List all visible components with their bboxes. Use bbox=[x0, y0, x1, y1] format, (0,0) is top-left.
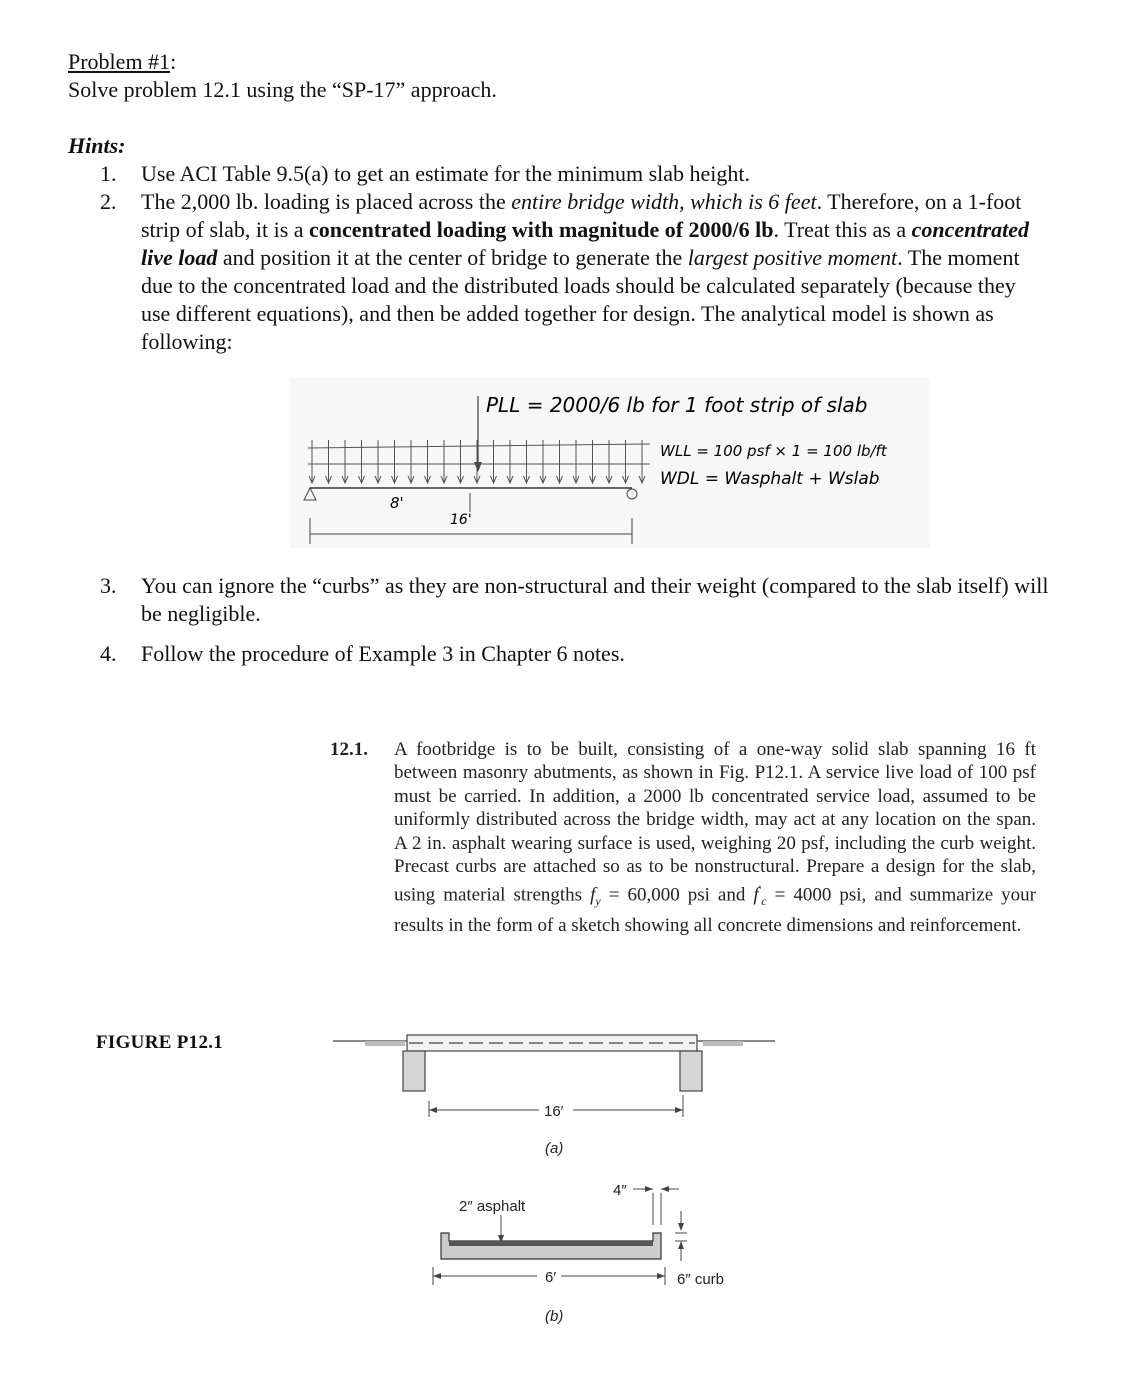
hint-2 bbox=[100, 188, 1050, 356]
figure-p12-1 bbox=[325, 1025, 795, 1335]
half-span-label: 8' bbox=[390, 494, 404, 512]
pll-note: PLL = 2000/6 lb for 1 foot strip of slab bbox=[486, 393, 868, 417]
hint-number: 4. bbox=[100, 641, 117, 666]
problem-number: 12.1. bbox=[330, 739, 368, 760]
span-label: 16' bbox=[450, 512, 472, 528]
hint-text: Use ACI Table 9.5(a) to get an estimate for the minimum slab height. bbox=[141, 161, 751, 186]
problem-label-colon: : bbox=[170, 49, 177, 74]
hint-1 bbox=[100, 160, 1050, 188]
problem-label: Problem #1 bbox=[68, 49, 171, 74]
hints-heading: Hints: bbox=[68, 133, 126, 158]
problem-header bbox=[68, 48, 497, 104]
hint-text: The 2,000 lb. loading is placed across the entire bridge width, which is 6 feet. Therefore, on a 1-foot strip of slab, it is a concentrated loading with magnitude of 2000/6 lb. Treat this as a concentrated live load and position it at the center of bridge to generate the largest positive moment. The moment due to the concentrated load and the distributed loads should be calculated separately (because they use different equations), and then be added together for design. The analytical model is shown as following: bbox=[141, 189, 1029, 354]
left-abutment bbox=[403, 1051, 425, 1091]
hint-number: 1. bbox=[100, 161, 117, 186]
curb-label: 6″ curb bbox=[677, 1271, 724, 1288]
problem-instruction: Solve problem 12.1 using the “SP-17” approach. bbox=[68, 77, 497, 102]
hints-list-continued bbox=[100, 572, 1050, 668]
hint-number: 2. bbox=[100, 189, 117, 214]
caption-a: (a) bbox=[545, 1140, 564, 1157]
width-dimension-label: 6′ bbox=[545, 1269, 557, 1286]
hint-3 bbox=[100, 572, 1050, 628]
hint-4 bbox=[100, 640, 1050, 668]
asphalt-label: 2″ asphalt bbox=[459, 1198, 526, 1215]
wll-note: WLL = 100 psf × 1 = 100 lb/ft bbox=[660, 442, 887, 460]
hint-text: You can ignore the “curbs” as they are non-structural and their weight (compared to the slab itself) will be negligible. bbox=[141, 573, 1049, 626]
analytical-model-sketch bbox=[290, 378, 930, 548]
hint-text: Follow the procedure of Example 3 in Chapter 6 notes. bbox=[141, 641, 625, 666]
hints-list bbox=[100, 160, 1050, 356]
span-dimension-label: 16′ bbox=[544, 1103, 564, 1120]
caption-b: (b) bbox=[545, 1308, 564, 1325]
hint-number: 3. bbox=[100, 573, 117, 598]
problem-body: A footbridge is to be built, consisting of a one-way solid slab spanning 16 ft between masonry abutments, as shown in Fig. P12.1. A service live load of 100 psf must be carried. In addition, a 2000 lb concentrated service load, assumed to be uniformly distributed across the bridge width, may act at any location on the span. A 2 in. asphalt wearing surface is used, weighing 20 psf, including the curb weight. Precast curbs are attached so as to be nonstructural. Prepare a design for the slab, using material strengths $f_y = 60,000$ psi and $f'_c = 4000$ psi, and summarize your results in the form of a sketch showing all concrete dimensions and reinforcement. bbox=[394, 739, 1036, 936]
textbook-problem bbox=[330, 738, 1036, 937]
right-abutment bbox=[680, 1051, 702, 1091]
figure-label: FIGURE P12.1 bbox=[96, 1032, 224, 1053]
wdl-note: WDL = Wasphalt + Wslab bbox=[660, 469, 880, 489]
curb-width-label: 4″ bbox=[613, 1182, 627, 1199]
